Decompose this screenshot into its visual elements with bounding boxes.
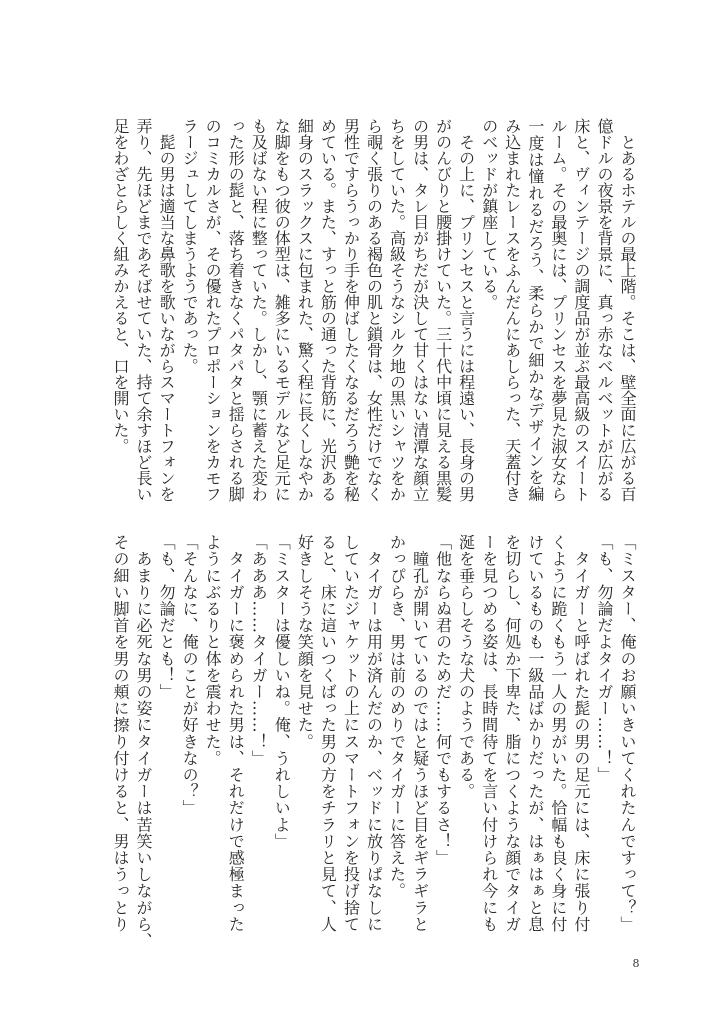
text-line: も及ばない程に整っていた。しかし、顎に蓄えた変わ	[249, 118, 269, 502]
text-line: がのんびりと腰掛けていた。三十代中頃に見える黒髪	[433, 118, 453, 502]
text-line: 「あああ……タイガー……！」	[249, 534, 269, 767]
text-line: を切らし、何処か下卑た、脂につくような顔でタイガ	[502, 534, 522, 933]
text-line: めている。また、すっと筋の通った背筋に、光沢ある	[318, 118, 338, 502]
text-line: 涎を垂らしそうな犬のようである。	[456, 534, 476, 800]
text-line: った形の髭と、落ち着きなくパタパタと揺らされる脚	[226, 118, 246, 502]
text-line: ようにぶるりと体を震わせた。	[203, 534, 223, 767]
page-number: 8	[632, 957, 640, 970]
text-line: 「も、勿論だよタイガー……！」	[594, 534, 614, 783]
text-line: タイガーに褒められた男は、それだけで感極まった	[226, 534, 246, 933]
text-line: 一度は憧れるだろう、柔らかで細かなデザインを編	[525, 118, 545, 503]
text-line: 億ドルの夜景を背景に、真っ赤なベルベットが広がる	[594, 118, 614, 502]
text-line: 細身のスラックスに包まれた、驚く程に長くしなやか	[295, 118, 315, 502]
text-line: ちをしていた。高級そうなシルク地の黒いシャツをか	[387, 118, 407, 502]
text-line: ら覗く張りのある褐色の肌と鎖骨は、女性だけでなく	[364, 118, 384, 502]
text-line: のコミカルさが、その優れたプロポーションをカモフ	[203, 118, 223, 502]
text-line: 「そんなに、俺のことが好きなの？」	[180, 534, 200, 817]
text-line: 瞳孔が開いているのではと疑うほど目をギラギラと	[410, 534, 430, 933]
text-line: あまりに必死な男の姿にタイガーは苦笑いしながら、	[134, 534, 154, 949]
text-line: 足をわざとらしく組みかえると、口を開いた。	[110, 118, 130, 454]
text-line: 弄り、先ほどまであそばせていた、持て余すほど長い	[134, 118, 154, 502]
lower-text-block	[108, 534, 639, 949]
text-line: けているものも一級品ばかりだったが、はぁはぁと息	[525, 534, 545, 933]
text-line: ラージュしてしまうようであった。	[180, 118, 200, 374]
text-line: のベッドが鎮座している。	[479, 118, 499, 310]
text-line: 男性ですらうっかり手を伸ばしたくなるだろう艶を秘	[341, 118, 361, 502]
text-line: 髭の男は適当な鼻歌を歌いながらスマートフォンを	[157, 118, 177, 502]
text-line: ると、床に這いつくばった男の方をチラリと見て、人	[318, 534, 338, 933]
upper-text-block	[108, 118, 639, 510]
text-line: かっぴらき、男は前のめりでタイガーに答えた。	[387, 534, 407, 900]
text-line: 「ミスター、俺のお願いきいてくれたんですって？」	[618, 534, 637, 933]
text-line: の男は、タレ目がちだが決して甘くはない清潭な顔立	[410, 118, 430, 502]
text-line: 「も、勿論だとも！」	[157, 534, 177, 700]
text-line: 床と、ヴィンテージの調度品が並ぶ最高級のスイート	[571, 118, 591, 502]
text-line: 好きしそうな笑顔を見せた。	[295, 534, 315, 750]
text-line: な脚をもつ彼の体型は、雑多にいるモデルなど足元に	[272, 118, 292, 502]
text-line: タイガーは用が済んだのか、ベッドに放りぱなしに	[364, 534, 384, 933]
text-line: とあるホテルの最上階。そこは、壁全面に広がる百	[618, 118, 637, 502]
text-line: その細い脚首を男の頬に擦り付けると、男はうっとり	[110, 534, 130, 933]
text-line: ルーム。その最奥には、プリンセスを夢見た淑女なら	[548, 118, 568, 502]
text-line: 「ミスターは優しいね。俺、うれしいよ」	[272, 534, 292, 850]
text-line: 「他ならぬ君のためだ……何でもするさ！」	[433, 534, 453, 866]
text-line: み込まれたレースをふんだんにあしらった、天蓋付き	[502, 118, 522, 502]
text-line: していたジャケットの上にスマートフォンを投げ捨て	[341, 534, 361, 933]
text-line: タイガーと呼ばれた髭の男の足元には、床に張り付	[571, 534, 591, 933]
text-line: ーを見つめる姿は、長時間待てを言い付けられ今にも	[479, 534, 499, 933]
text-line: その上に、プリンセスと言うには程遠い、長身の男	[456, 118, 476, 502]
text-line: くように跪くもう一人の男がいた。恰幅も良く身に付	[548, 534, 568, 933]
